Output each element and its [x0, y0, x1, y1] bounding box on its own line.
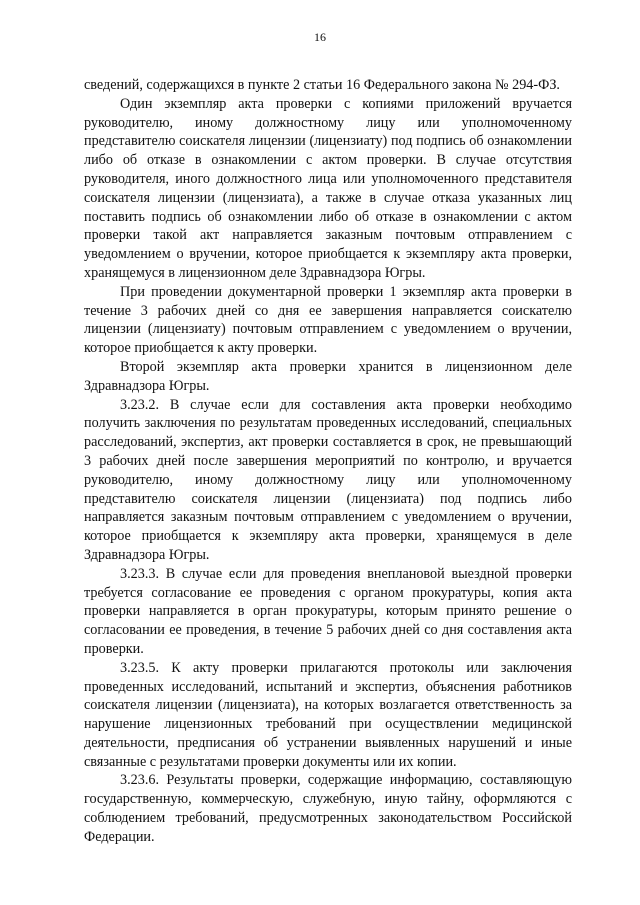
paragraph-documentary-check: При проведении документарной проверки 1 экземпляр акта проверки в течение 3 рабочих дней со дня ее завершения направляется соискателю лицензии (лицензиату) почтовым отправлением с уведомлением о вручении, которое приобщается к акту проверки. [84, 283, 572, 357]
paragraph-3-23-3: 3.23.3. В случае если для проведения внеплановой выездной проверки требуется согласование ее проведения с органом прокуратуры, копия акта проверки направляется в орган прокуратуры, которым принято решение о согласовании ее проведения, в течение 5 рабочих дней со дня составления акта проверки. [84, 565, 572, 657]
paragraph-act-copy-delivery: Один экземпляр акта проверки с копиями приложений вручается руководителю, иному должностному лицу или уполномоченному представителю соискателя лицензии (лицензиату) под подпись об ознакомлении либо об отказе в ознакомлении с актом проверки. В случае отсутствия руководителя, иного должностного лица или уполномоченного представителя соискателя лицензии (лицензиата), а также в случае отказа указанных лиц поставить подпись об ознакомлении либо об отказе в ознакомлении с актом проверки такой акт направляется заказным почтовым отправлением с уведомлением о вручении, которое приобщается к экземпляру акта проверки, хранящемуся в лицензионном деле Здравнадзора Югры. [84, 95, 572, 281]
page-number: 16 [314, 30, 326, 44]
paragraph-3-23-6: 3.23.6. Результаты проверки, содержащие информацию, составляющую государственную, коммерческую, служебную, иную тайну, оформляются с соблюдением требований, предусмотренных законодательством Российской Федерации. [84, 772, 572, 845]
paragraph-continuation: сведений, содержащихся в пункте 2 статьи 16 Федерального закона № 294-ФЗ. [84, 77, 560, 93]
document-body [84, 76, 572, 847]
paragraph-second-copy: Второй экземпляр акта проверки хранится в лицензионном деле Здравнадзора Югры. [84, 358, 572, 394]
paragraph-3-23-2: 3.23.2. В случае если для составления акта проверки необходимо получить заключения по результатам проведенных исследований, специальных расследований, экспертиз, акт проверки составляется в срок, не превышающий 3 рабочих дней после завершения мероприятий по контролю, и вручается руководителю, иному должностному лицу или уполномоченному представителю соискателя лицензии (лицензиата) под подпись либо направляется заказным почтовым отправлением с уведомлением о вручении, которое приобщается к экземпляру акта проверки, хранящемуся в деле Здравнадзора Югры. [84, 396, 572, 563]
paragraph-3-23-5: 3.23.5. К акту проверки прилагаются протоколы или заключения проведенных исследований, испытаний и экспертиз, объяснения работников соискателя лицензии (лицензиата), на которых возлагается ответственность за нарушение лицензионных требований при осуществлении медицинской деятельности, предписания об устранении выявленных нарушений и иные связанные с результатами проверки документы или их копии. [84, 659, 572, 770]
